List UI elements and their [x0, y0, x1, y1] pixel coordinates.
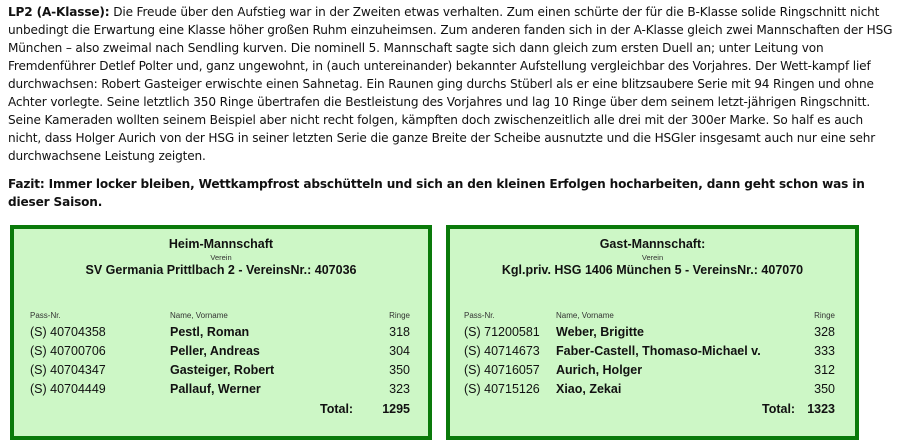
table-row	[14, 325, 428, 344]
guest-col-rings: Ringe	[814, 311, 835, 320]
rings-value: 323	[389, 382, 410, 396]
guest-total-label: Total:	[762, 402, 796, 416]
table-row	[14, 344, 428, 363]
shooter-name: Pestl, Roman	[170, 325, 250, 339]
table-row	[450, 382, 855, 401]
rings-value: 318	[389, 325, 410, 339]
home-total-value: 1295	[382, 402, 410, 416]
rings-value: 333	[814, 344, 835, 358]
home-team-name: SV Germania Prittlbach 2 - VereinsNr.: 407036	[85, 263, 357, 277]
article-paragraph	[8, 3, 898, 165]
guest-team-role: Gast-Mannschaft:	[599, 237, 706, 251]
league-label: LP2 (A-Klasse):	[8, 5, 110, 19]
pass-number: (S) 40700706	[30, 344, 106, 358]
shooter-name: Gasteiger, Robert	[170, 363, 275, 377]
home-team-box	[10, 225, 432, 440]
guest-team-header	[450, 237, 855, 277]
guest-team-name: Kgl.priv. HSG 1406 München 5 - VereinsNr.: 407070	[501, 263, 804, 277]
pass-number: (S) 71200581	[464, 325, 540, 339]
home-verein-label: Verein	[210, 253, 232, 262]
shooter-name: Peller, Andreas	[170, 344, 260, 358]
pass-number: (S) 40704449	[30, 382, 106, 396]
table-row	[450, 363, 855, 382]
home-rows	[14, 325, 428, 401]
rings-value: 304	[389, 344, 410, 358]
conclusion: Fazit: Immer locker bleiben, Wettkampfrost abschütteln und sich an den kleinen Erfolgen hocharbeiten, dann geht schon was in dieser Saison.	[8, 177, 865, 209]
pass-number: (S) 40714673	[464, 344, 540, 358]
shooter-name: Faber-Castell, Thomaso-Michael v.	[556, 344, 761, 358]
shooter-name: Pallauf, Werner	[170, 382, 261, 396]
rings-value: 328	[814, 325, 835, 339]
guest-col-name: Name, Vorname	[556, 311, 614, 320]
table-row	[14, 382, 428, 401]
table-row	[14, 363, 428, 382]
table-row	[450, 344, 855, 363]
guest-verein-label: Verein	[641, 253, 664, 262]
article-text	[8, 3, 898, 211]
home-col-name: Name, Vorname	[170, 311, 228, 320]
home-total-label: Total:	[320, 402, 354, 416]
guest-total-value: 1323	[807, 402, 835, 416]
rings-value: 350	[389, 363, 410, 377]
rings-value: 312	[814, 363, 835, 377]
pass-number: (S) 40704347	[30, 363, 106, 377]
home-col-rings: Ringe	[389, 311, 410, 320]
rings-value: 350	[814, 382, 835, 396]
pass-number: (S) 40715126	[464, 382, 540, 396]
pass-number: (S) 40704358	[30, 325, 106, 339]
guest-rows	[450, 325, 855, 401]
table-row	[450, 325, 855, 344]
home-team-role: Heim-Mannschaft	[168, 237, 274, 251]
shooter-name: Weber, Brigitte	[556, 325, 644, 339]
guest-team-box	[446, 225, 859, 440]
article-body: Die Freude über den Aufstieg war in der Zweiten etwas verhalten. Zum einen schürte der für die B-Klasse solide Ringschnitt nicht unbedingt die Erwartung eine Klasse höher großen Ruhm einzuheimsen. Zum anderen fanden sich in der A-Klasse gleich zwei Mannschaften der HSG München – also zweimal nach Sendling kurven. Die nominell 5. Mannschaft sagte sich dann gleich zum ersten Duell an; unter Leitung von Fremdenführer Detlef Polter und, ganz ungewohnt, in (auch untereinander) bekannter Aufstellung vergleichbar des Vorjahres. Der Wett-kampf lief durchwachsen: Robert Gasteiger erwischte einen Sahnetag. Ein Raunen ging durchs Stüberl als er eine blitzsaubere Serie mit 94 Ringen und ohne Achter vorlegte. Seine letztlich 350 Ringe übertrafen die Bestleistung des Vorjahres und lag 10 Ringe über dem seinem letzt-jährigen Ringschnitt. Seine Kameraden wollten seinem Beispiel aber nicht recht folgen, kämpften doch zwischenzeitlich alle drei mit der 300er Marke. So half es auch nicht, dass Holger Aurich von der HSG in seiner letzten Serie die ganze Breite der Scheibe ausnutzte und die HSGler insgesamt auch nur eine sehr durchwachsene Leistung zeigten.	[8, 5, 893, 163]
pass-number: (S) 40716057	[464, 363, 540, 377]
guest-col-pass: Pass-Nr.	[464, 311, 495, 320]
shooter-name: Aurich, Holger	[556, 363, 643, 377]
home-team-header	[14, 237, 428, 277]
shooter-name: Xiao, Zekai	[556, 382, 622, 396]
home-col-pass: Pass-Nr.	[30, 311, 61, 320]
